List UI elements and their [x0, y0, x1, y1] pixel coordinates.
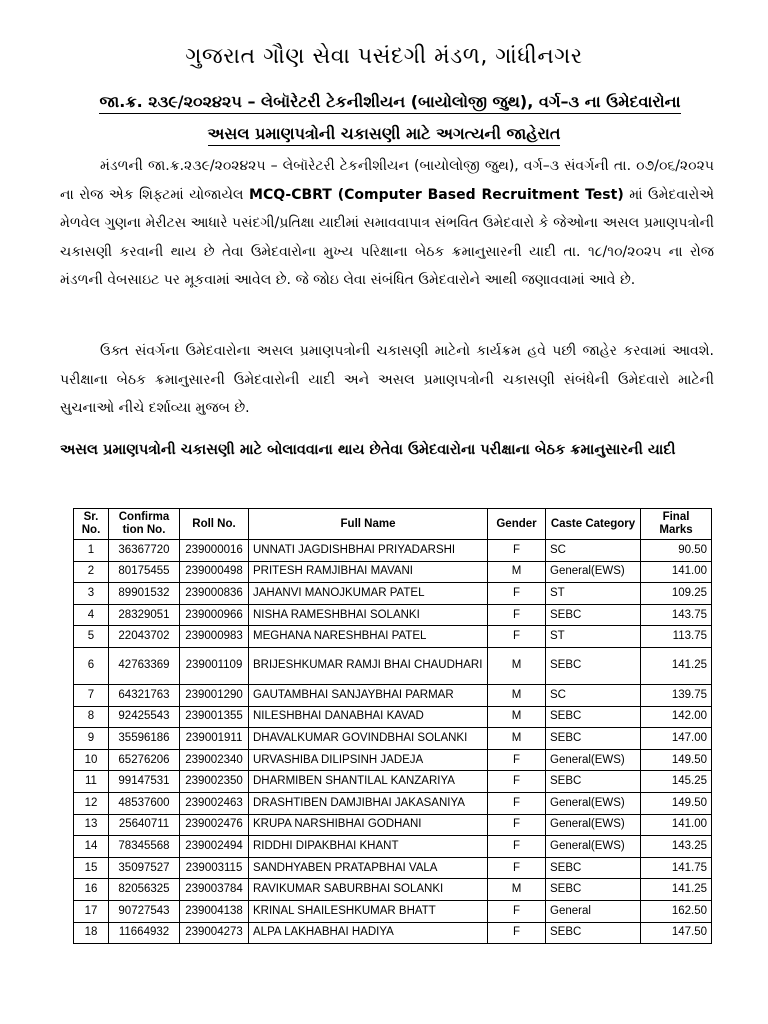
cell-gender: M	[488, 647, 546, 684]
cell-sr-no: 14	[74, 836, 109, 858]
cell-full-name: PRITESH RAMJIBHAI MAVANI	[249, 561, 488, 583]
cell-caste-category: SEBC	[546, 647, 641, 684]
cell-gender: F	[488, 604, 546, 626]
cell-caste-category: SEBC	[546, 879, 641, 901]
cell-full-name: UNNATI JAGDISHBHAI PRIYADARSHI	[249, 540, 488, 562]
cell-confirmation-no: 35596186	[109, 728, 180, 750]
cell-full-name: SANDHYABEN PRATAPBHAI VALA	[249, 857, 488, 879]
para2-text: ઉક્ત સંવર્ગના ઉમેદવારોના અસલ પ્રમાણપત્રોની ચકાસણી માટેનો કાર્યક્રમ હવે પછી જાહેર કરવામાં આવશે. પરીક્ષાના બેઠક ક્રમાનુસારની ઉમેદવારોની યાદી અને અસલ પ્રમાણપત્રોની ચકાસણી સંબંધેની ઉમેદવારો માટેની સુચનાઓ નીચે દર્શાવ્યા મુજબ છે.	[60, 343, 714, 417]
cell-sr-no: 1	[74, 540, 109, 562]
subtitle-main: જા.ક્ર. ૨૩૯/૨૦૨૪૨૫ – લેબૉરેટરી ટેકનીશીયન (બાયોલોજી જુથ), વર્ગ–૩	[99, 92, 579, 114]
cell-full-name: MEGHANA NARESHBHAI PATEL	[249, 626, 488, 648]
cell-gender: F	[488, 922, 546, 944]
table-row	[74, 792, 712, 814]
cell-caste-category: General(EWS)	[546, 749, 641, 771]
cell-caste-category: SEBC	[546, 706, 641, 728]
para1-text-b: માં ઉમેદવારોએ મેળવેલ ગુણના મેરીટસ આધારે પસંદગી/પ્રતિક્ષા યાદીમાં સમાવવાપાત્ર સંભવિત ઉમેદવારો કે જેઓના અસલ પ્રમાણપત્રોની ચકાસણી કરવાની થાય છે તેવા ઉમેદવારોના મુખ્ય પરિક્ષાના બેઠક ક્રમાનુસારની યાદી તા. ૧૮/૧૦/૨૦૨૫ ના રોજ મંડળની વેબસાઇટ પર મૂકવામાં આવેલ છે. જે જોઇ લેવા સંબંધિત ઉમેદવારોને આથી જણાવવામાં આવે છે.	[60, 186, 714, 289]
cell-final-marks: 147.00	[641, 728, 712, 750]
cell-caste-category: General	[546, 900, 641, 922]
header-final-marks: Final Marks	[641, 509, 712, 540]
table-row	[74, 706, 712, 728]
page-title: ગુજરાત ગૌણ સેવા પસંદગી મંડળ, ગાંધીનગર	[185, 44, 583, 69]
cell-gender: M	[488, 879, 546, 901]
cell-confirmation-no: 11664932	[109, 922, 180, 944]
cell-full-name: DHARMIBEN SHANTILAL KANZARIYA	[249, 771, 488, 793]
cell-final-marks: 145.25	[641, 771, 712, 793]
cell-gender: F	[488, 900, 546, 922]
cell-sr-no: 15	[74, 857, 109, 879]
cell-final-marks: 141.00	[641, 814, 712, 836]
cell-final-marks: 113.75	[641, 626, 712, 648]
cell-caste-category: General(EWS)	[546, 561, 641, 583]
cell-confirmation-no: 28329051	[109, 604, 180, 626]
cell-gender: F	[488, 814, 546, 836]
cell-final-marks: 109.25	[641, 583, 712, 605]
cell-gender: F	[488, 583, 546, 605]
cell-caste-category: SEBC	[546, 922, 641, 944]
cell-confirmation-no: 22043702	[109, 626, 180, 648]
table-row	[74, 922, 712, 944]
cell-roll-no: 239002350	[180, 771, 249, 793]
table-row	[74, 540, 712, 562]
cell-confirmation-no: 82056325	[109, 879, 180, 901]
cell-final-marks: 147.50	[641, 922, 712, 944]
cell-confirmation-no: 92425543	[109, 706, 180, 728]
cell-sr-no: 5	[74, 626, 109, 648]
cell-roll-no: 239001355	[180, 706, 249, 728]
cell-final-marks: 139.75	[641, 684, 712, 706]
cell-sr-no: 8	[74, 706, 109, 728]
cell-confirmation-no: 65276206	[109, 749, 180, 771]
table-row	[74, 647, 712, 684]
cell-full-name: KRINAL SHAILESHKUMAR BHATT	[249, 900, 488, 922]
advertisement-subtitle	[60, 92, 720, 112]
cell-caste-category: General(EWS)	[546, 814, 641, 836]
cell-gender: F	[488, 857, 546, 879]
cell-roll-no: 239003115	[180, 857, 249, 879]
cell-full-name: NILESHBHAI DANABHAI KAVAD	[249, 706, 488, 728]
cell-sr-no: 10	[74, 749, 109, 771]
notice-heading-text: અસલ પ્રમાણપત્રોની ચકાસણી માટે અગત્યની જાહેરાત	[208, 124, 561, 146]
cell-sr-no: 17	[74, 900, 109, 922]
cell-gender: M	[488, 561, 546, 583]
cell-full-name: URVASHIBA DILIPSINH JADEJA	[249, 749, 488, 771]
cell-sr-no: 7	[74, 684, 109, 706]
cell-full-name: BRIJESHKUMAR RAMJI BHAI CHAUDHARI	[249, 647, 488, 684]
table-row	[74, 836, 712, 858]
cell-final-marks: 162.50	[641, 900, 712, 922]
para1-bold-text: MCQ-CBRT (Computer Based Recruitment Test)	[249, 186, 624, 203]
cell-caste-category: General(EWS)	[546, 792, 641, 814]
cell-confirmation-no: 35097527	[109, 857, 180, 879]
cell-gender: F	[488, 771, 546, 793]
cell-final-marks: 141.25	[641, 879, 712, 901]
cell-roll-no: 239002463	[180, 792, 249, 814]
cell-roll-no: 239002476	[180, 814, 249, 836]
cell-roll-no: 239001911	[180, 728, 249, 750]
cell-confirmation-no: 80175455	[109, 561, 180, 583]
cell-gender: F	[488, 749, 546, 771]
notice-heading	[0, 124, 768, 144]
cell-final-marks: 143.25	[641, 836, 712, 858]
table-row	[74, 857, 712, 879]
subtitle-tail: ના ઉમેદવારોના	[579, 92, 680, 114]
cell-roll-no: 239004138	[180, 900, 249, 922]
cell-full-name: RIDDHI DIPAKBHAI KHANT	[249, 836, 488, 858]
cell-confirmation-no: 48537600	[109, 792, 180, 814]
cell-sr-no: 13	[74, 814, 109, 836]
cell-final-marks: 143.75	[641, 604, 712, 626]
cell-sr-no: 4	[74, 604, 109, 626]
cell-roll-no: 239003784	[180, 879, 249, 901]
table-row	[74, 684, 712, 706]
table-row	[74, 583, 712, 605]
candidates-table	[73, 508, 712, 944]
cell-final-marks: 141.25	[641, 647, 712, 684]
notice-paragraph-1	[60, 152, 714, 295]
cell-roll-no: 239000983	[180, 626, 249, 648]
cell-sr-no: 2	[74, 561, 109, 583]
header-full-name: Full Name	[249, 509, 488, 540]
cell-confirmation-no: 99147531	[109, 771, 180, 793]
cell-gender: F	[488, 540, 546, 562]
table-row	[74, 561, 712, 583]
header-roll-no: Roll No.	[180, 509, 249, 540]
cell-full-name: JAHANVI MANOJKUMAR PATEL	[249, 583, 488, 605]
cell-confirmation-no: 36367720	[109, 540, 180, 562]
cell-roll-no: 239001109	[180, 647, 249, 684]
cell-caste-category: SEBC	[546, 857, 641, 879]
cell-final-marks: 90.50	[641, 540, 712, 562]
cell-confirmation-no: 78345568	[109, 836, 180, 858]
table-row	[74, 814, 712, 836]
cell-sr-no: 18	[74, 922, 109, 944]
cell-roll-no: 239002494	[180, 836, 249, 858]
cell-confirmation-no: 64321763	[109, 684, 180, 706]
cell-full-name: GAUTAMBHAI SANJAYBHAI PARMAR	[249, 684, 488, 706]
cell-gender: F	[488, 626, 546, 648]
cell-final-marks: 142.00	[641, 706, 712, 728]
cell-confirmation-no: 90727543	[109, 900, 180, 922]
cell-roll-no: 239000498	[180, 561, 249, 583]
notice-paragraph-2	[60, 337, 714, 423]
cell-final-marks: 149.50	[641, 792, 712, 814]
table-row	[74, 900, 712, 922]
cell-gender: M	[488, 706, 546, 728]
header-gender: Gender	[488, 509, 546, 540]
cell-sr-no: 11	[74, 771, 109, 793]
cell-sr-no: 3	[74, 583, 109, 605]
list-title: અસલ પ્રમાણપત્રોની ચકાસણી માટે બોલાવવાના થાય છેતેવા ઉમેદવારોના પરીક્ષાના બેઠક ક્રમાનુસારની યાદી	[60, 442, 676, 458]
cell-caste-category: SEBC	[546, 728, 641, 750]
cell-full-name: KRUPA NARSHIBHAI GODHANI	[249, 814, 488, 836]
cell-confirmation-no: 42763369	[109, 647, 180, 684]
cell-caste-category: ST	[546, 583, 641, 605]
header-sr-no: Sr. No.	[74, 509, 109, 540]
cell-caste-category: SEBC	[546, 604, 641, 626]
cell-sr-no: 6	[74, 647, 109, 684]
cell-sr-no: 16	[74, 879, 109, 901]
cell-roll-no: 239000836	[180, 583, 249, 605]
cell-roll-no: 239001290	[180, 684, 249, 706]
cell-full-name: DHAVALKUMAR GOVINDBHAI SOLANKI	[249, 728, 488, 750]
table-row	[74, 749, 712, 771]
header-confirmation-no: Confirma tion No.	[109, 509, 180, 540]
cell-confirmation-no: 89901532	[109, 583, 180, 605]
cell-final-marks: 141.00	[641, 561, 712, 583]
cell-gender: F	[488, 836, 546, 858]
cell-sr-no: 12	[74, 792, 109, 814]
cell-roll-no: 239000966	[180, 604, 249, 626]
cell-caste-category: General(EWS)	[546, 836, 641, 858]
cell-gender: M	[488, 728, 546, 750]
table-row	[74, 879, 712, 901]
cell-confirmation-no: 25640711	[109, 814, 180, 836]
cell-sr-no: 9	[74, 728, 109, 750]
table-row	[74, 626, 712, 648]
cell-final-marks: 149.50	[641, 749, 712, 771]
header-caste-category: Caste Category	[546, 509, 641, 540]
table-row	[74, 728, 712, 750]
cell-gender: M	[488, 684, 546, 706]
cell-full-name: NISHA RAMESHBHAI SOLANKI	[249, 604, 488, 626]
cell-roll-no: 239000016	[180, 540, 249, 562]
cell-full-name: RAVIKUMAR SABURBHAI SOLANKI	[249, 879, 488, 901]
cell-caste-category: SC	[546, 540, 641, 562]
cell-full-name: ALPA LAKHABHAI HADIYA	[249, 922, 488, 944]
cell-roll-no: 239004273	[180, 922, 249, 944]
cell-caste-category: SEBC	[546, 771, 641, 793]
cell-full-name: DRASHTIBEN DAMJIBHAI JAKASANIYA	[249, 792, 488, 814]
cell-gender: F	[488, 792, 546, 814]
cell-caste-category: SC	[546, 684, 641, 706]
cell-caste-category: ST	[546, 626, 641, 648]
table-header-row	[74, 509, 712, 540]
cell-roll-no: 239002340	[180, 749, 249, 771]
para1-text-a: મંડળની જા.ક્ર.૨૩૯/૨૦૨૪૨૫ – લેબૉરેટરી ટેકનીશીયન (બાયોલોજી જુથ), વર્ગ–૩ સંવર્ગની તા. ૦૭/૦૬/૨૦૨૫ ના રોજ એક શિફ્ટમાં યોજાયેલ	[60, 158, 714, 203]
table-row	[74, 771, 712, 793]
table-row	[74, 604, 712, 626]
cell-final-marks: 141.75	[641, 857, 712, 879]
